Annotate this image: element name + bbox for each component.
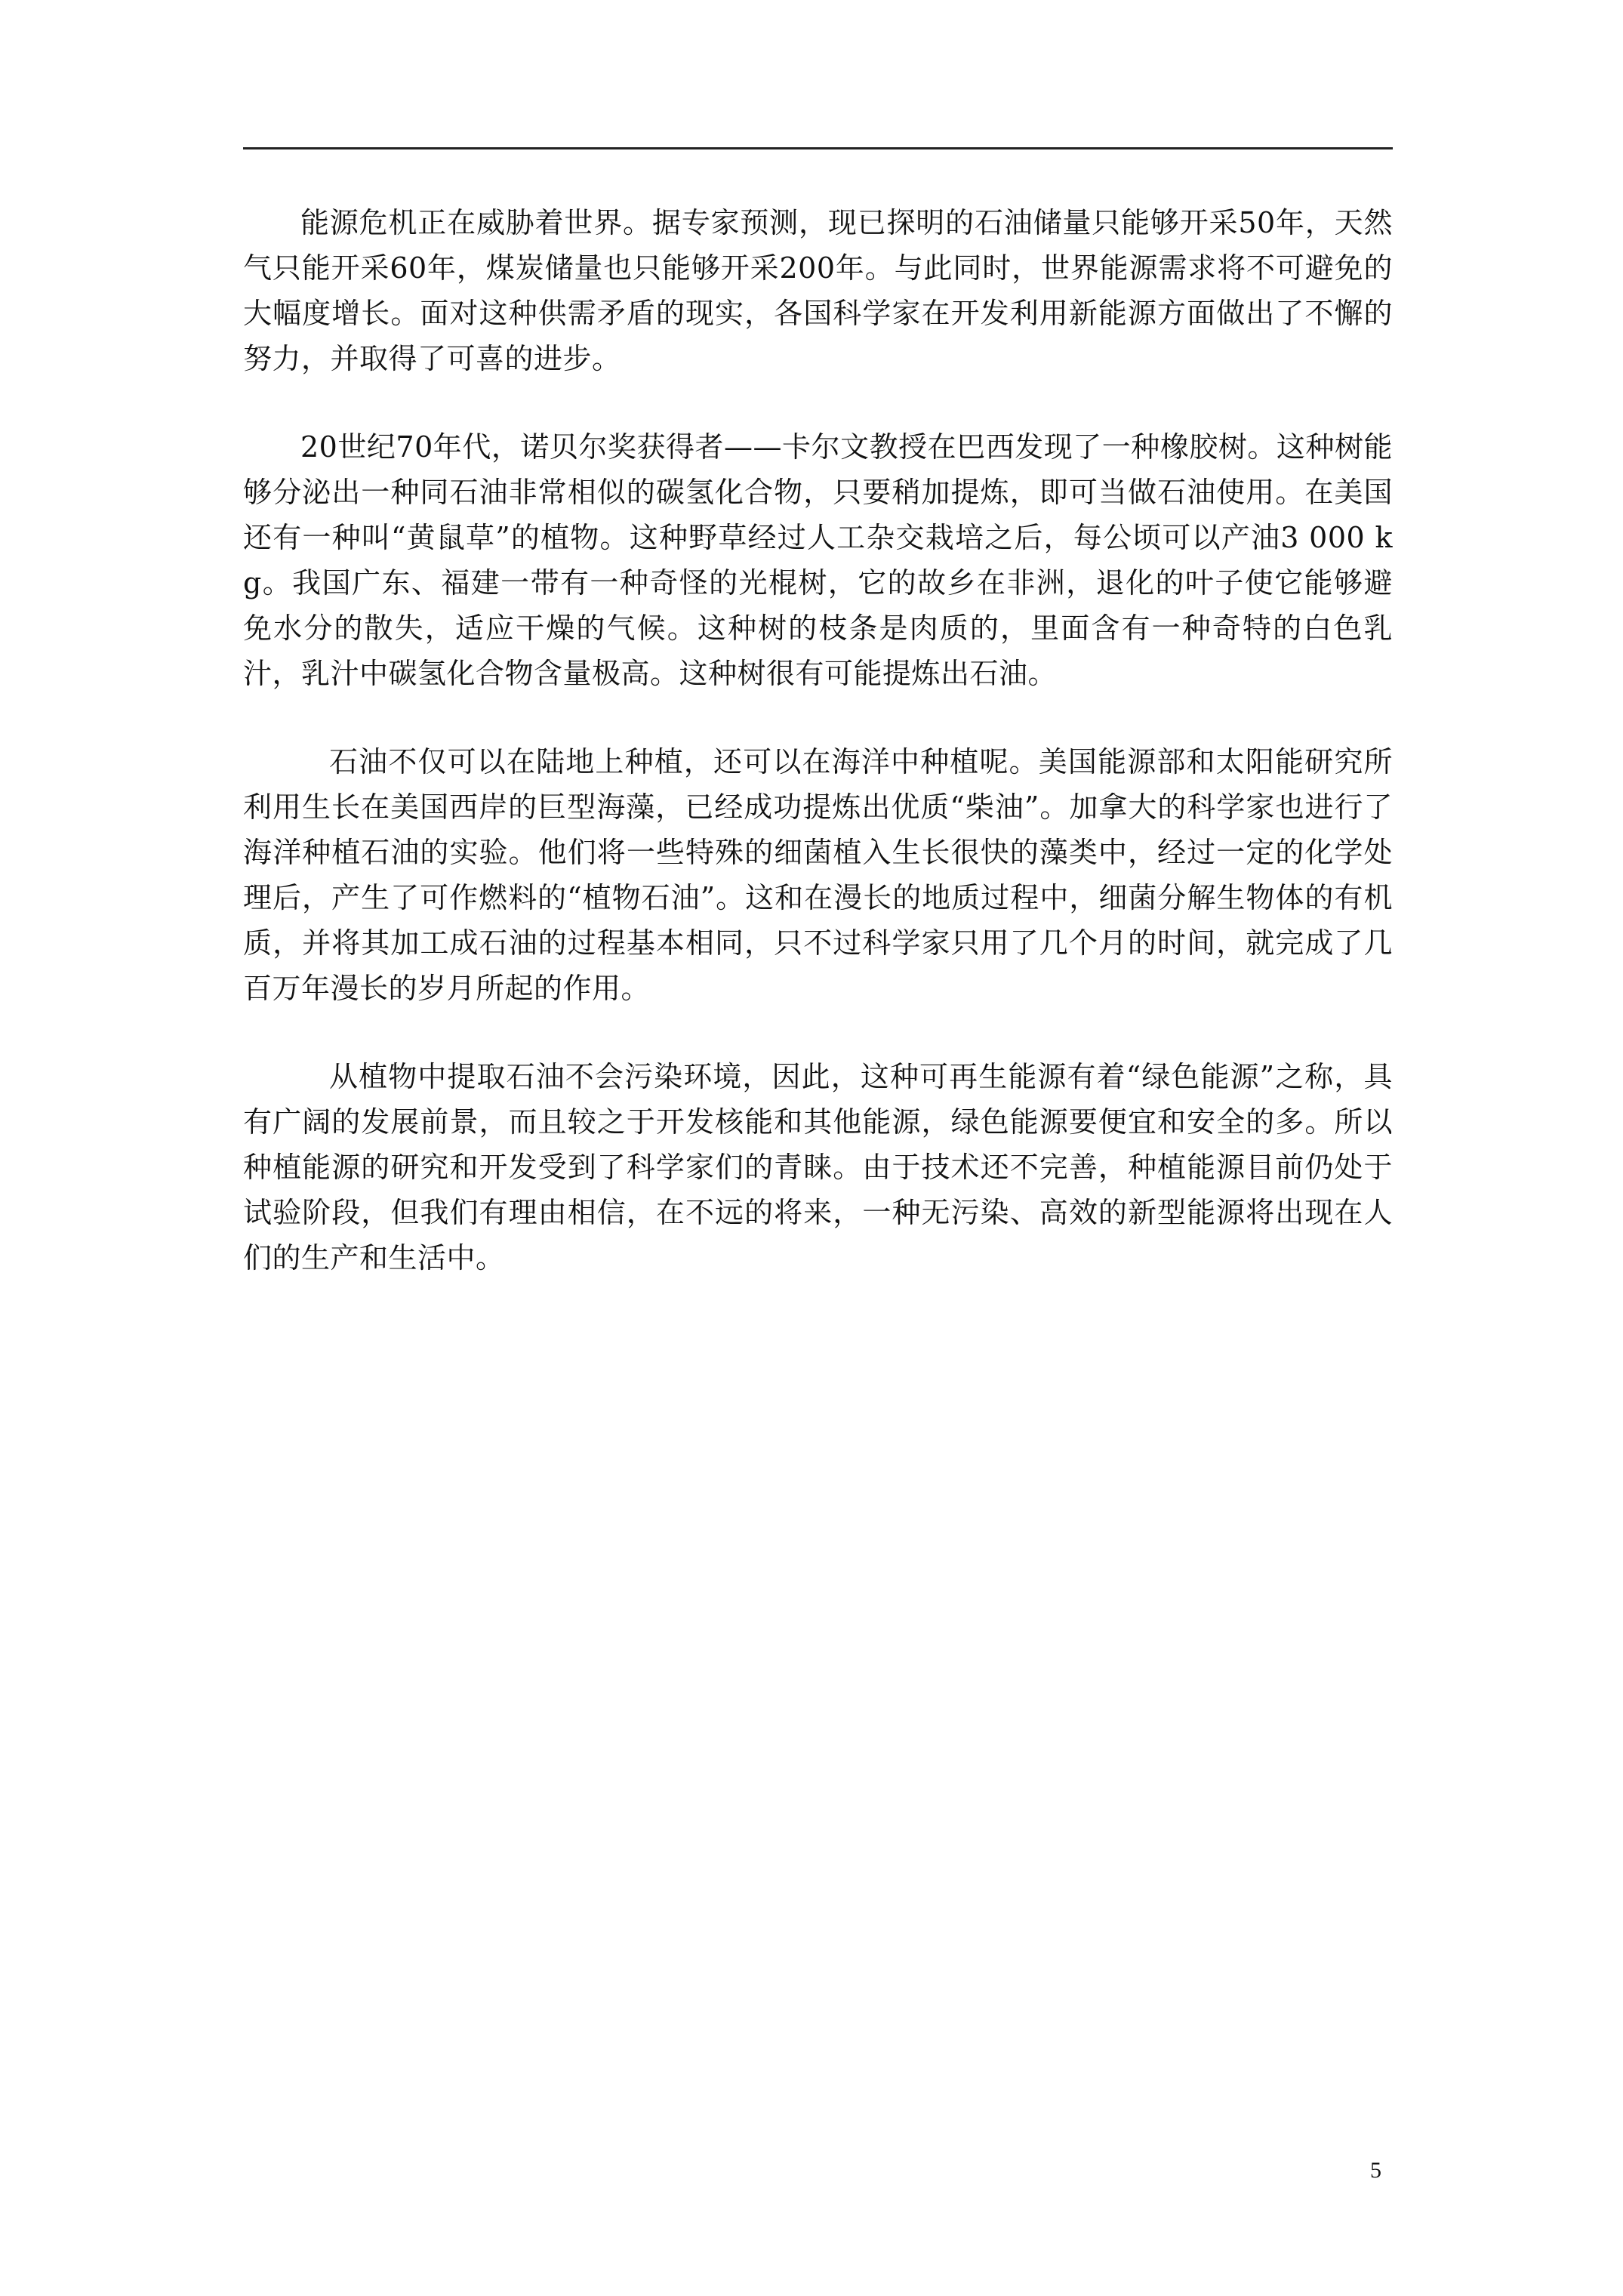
article-body (243, 200, 1393, 1281)
header-rule (243, 147, 1393, 149)
paragraph-green-energy: 从植物中提取石油不会污染环境，因此，这种可再生能源有着“绿色能源”之称，具有广阔的发展前景，而且较之于开发核能和其他能源，绿色能源要便宜和安全的多。所以种植能源的研究和开发受到了科学家们的青睐。由于技术还不完善，种植能源目前仍处于试验阶段，但我们有理由相信，在不远的将来，一种无污染、高效的新型能源将出现在人们的生产和生活中。 (243, 1060, 1393, 1274)
paragraph-ocean-oil: 石油不仅可以在陆地上种植，还可以在海洋中种植呢。美国能源部和太阳能研究所利用生长在美国西岸的巨型海藻，已经成功提炼出优质“柴油”。加拿大的科学家也进行了海洋种植石油的实验。他们将一些特殊的细菌植入生长很快的藻类中，经过一定的化学处理后，产生了可作燃料的“植物石油”。这和在漫长的地质过程中，细菌分解生物体的有机质，并将其加工成石油的过程基本相同，只不过科学家只用了几个月的时间，就完成了几百万年漫长的岁月所起的作用。 (243, 745, 1393, 1005)
paragraph-oil-plants: 20世纪70年代，诺贝尔奖获得者——卡尔文教授在巴西发现了一种橡胶树。这种树能够分泌出一种同石油非常相似的碳氢化合物，只要稍加提炼，即可当做石油使用。在美国还有一种叫“黄鼠草”的植物。这种野草经过人工杂交栽培之后，每公顷可以产油3 000 kg。我国广东、福建一带有一种奇怪的光棍树，它的故乡在非洲，退化的叶子使它能够避免水分的散失，适应干燥的气候。这种树的枝条是肉质的，里面含有一种奇特的白色乳汁，乳汁中碳氢化合物含量极高。这种树很有可能提炼出石油。 (243, 430, 1393, 690)
page-number: 5 (1370, 2158, 1381, 2183)
paragraph-energy-crisis: 能源危机正在威胁着世界。据专家预测，现已探明的石油储量只能够开采50年，天然气只能开采60年，煤炭储量也只能够开采200年。与此同时，世界能源需求将不可避免的大幅度增长。面对这种供需矛盾的现实，各国科学家在开发利用新能源方面做出了不懈的努力，并取得了可喜的进步。 (243, 206, 1393, 375)
